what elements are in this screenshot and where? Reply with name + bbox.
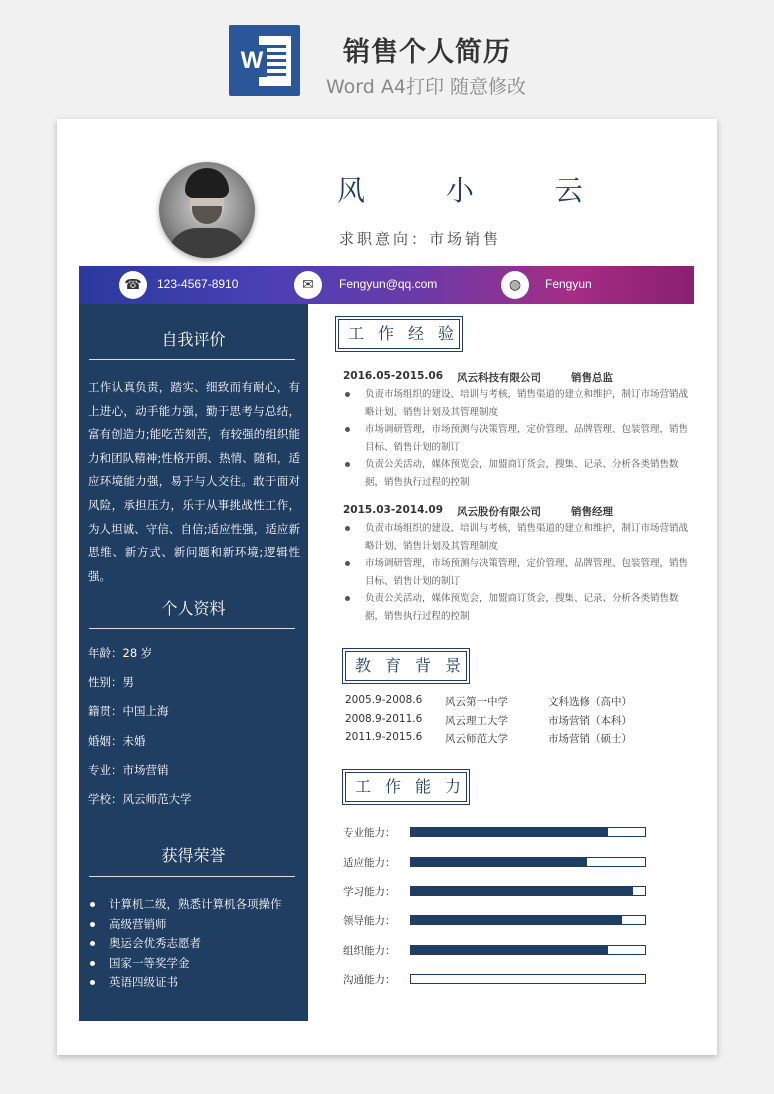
honor-item: 国家一等奖学金 [109,956,190,970]
self-eval-text: 工作认真负责，踏实、细致而有耐心，有上进心，动手能力强，勤于思考与总结，富有创造力;能吃苦刻苦，有较强的组织能力和团队精神;性格开朗、热情、随和，适应环境能力强，易于与人交往。敢于面对风险，承担压力，乐于从事挑战性工作，为人坦诚、守信、自信;适应性强，适应新思维、新方式、新问题和新环境;逻辑性强。 [88,380,300,583]
skills-section-title: 工作能力 [342,769,470,805]
divider [89,876,295,877]
job-period: 2015.03-2014.09 [343,504,444,516]
job-duty: 负责市场组织的建设、培训与考核，销售渠道的建立和维护，制订市场营销战略计划、销售计划及其管理制度 [365,386,695,421]
contact-email: Fengyun@qq.com [339,277,438,291]
word-letter: W [237,45,267,77]
skill-bar [410,886,646,896]
edu-school: 风云第一中学 [445,696,508,708]
skill-bar [410,945,646,955]
divider [89,628,295,629]
info-major: 专业：市场营销 [88,763,169,777]
skill-fill [411,887,633,895]
skill-label: 组织能力： [343,945,396,957]
info-title: 个人资料 [161,599,226,618]
info-gender: 性别：男 [88,675,134,689]
skill-label: 沟通能力： [343,974,396,986]
job-role: 销售总监 [571,372,613,384]
resume-page [57,119,717,1055]
honor-item: 英语四级证书 [109,975,178,989]
skill-label: 专业能力： [343,827,396,839]
banner-title: 销售个人简历 [343,37,511,68]
info-school: 学校：风云师范大学 [88,792,192,806]
skill-bar [410,915,646,925]
job-duty: 负责公关活动，媒体预览会，加盟商订货会，搜集、记录、分析各类销售数据，销售执行过程的控制 [365,456,695,491]
honor-item: 计算机二级，熟悉计算机各项操作 [109,897,282,911]
honor-item: 奥运会优秀志愿者 [109,936,201,950]
edu-period: 2008.9-2011.6 [345,713,423,725]
info-marital: 婚姻：未婚 [88,734,146,748]
sidebar [79,304,308,1021]
honor-item: 高级营销师 [109,917,167,931]
wechat-icon: ◍ [501,271,529,299]
job-duty: 负责市场组织的建设、培训与考核，销售渠道的建立和维护，制订市场营销战略计划、销售计划及其管理制度 [365,520,695,555]
contact-wechat: Fengyun [545,277,592,291]
honor-title: 获得荣誉 [161,846,226,865]
job-role: 销售经理 [571,506,613,518]
job-duty: 市场调研管理，市场预测与决策管理，定价管理、品牌管理、包装管理，销售目标、销售计划的制订 [365,421,695,456]
skill-fill [411,828,608,836]
skill-fill [411,916,622,924]
word-app-icon [229,25,300,96]
contact-phone: 123-4567-8910 [157,277,239,291]
edu-major: 市场营销（硕士） [548,733,632,745]
info-hometown: 籍贯：中国上海 [88,704,169,718]
info-age: 年龄：28 岁 [88,646,153,660]
skill-fill [411,946,608,954]
candidate-name: 风 小 云 [337,174,619,207]
contact-bar [79,266,694,304]
self-eval-title: 自我评价 [161,330,226,349]
email-icon: ✉ [294,271,322,299]
edu-period: 2011.9-2015.6 [345,731,423,743]
job-duty: 市场调研管理，市场预测与决策管理，定价管理、品牌管理、包装管理，销售目标、销售计划的制订 [365,555,695,590]
skill-bar [410,827,646,837]
edu-school: 风云师范大学 [445,733,508,745]
edu-period: 2005.9-2008.6 [345,694,423,706]
job-period: 2016.05-2015.06 [343,370,444,382]
job-duty: 负责公关活动，媒体预览会，加盟商订货会，搜集、记录、分析各类销售数据，销售执行过程的控制 [365,590,695,625]
skill-label: 领导能力： [343,915,396,927]
skill-fill [411,858,587,866]
phone-icon: ☎ [119,271,147,299]
job-intent: 求职意向：市场销售 [339,230,502,248]
skill-bar [410,974,646,984]
banner-subtitle: Word A4打印 随意修改 [326,76,527,98]
job-company: 风云科技有限公司 [457,372,541,384]
edu-major: 文科选修（高中） [548,696,632,708]
divider [89,359,295,360]
edu-major: 市场营销（本科） [548,715,632,727]
job-company: 风云股份有限公司 [457,506,541,518]
skill-bar [410,857,646,867]
skill-label: 适应能力： [343,857,396,869]
education-section-title: 教育背景 [342,648,470,684]
skill-label: 学习能力： [343,886,396,898]
work-section-title: 工作经验 [335,316,463,352]
edu-school: 风云理工大学 [445,715,508,727]
avatar [159,162,255,258]
